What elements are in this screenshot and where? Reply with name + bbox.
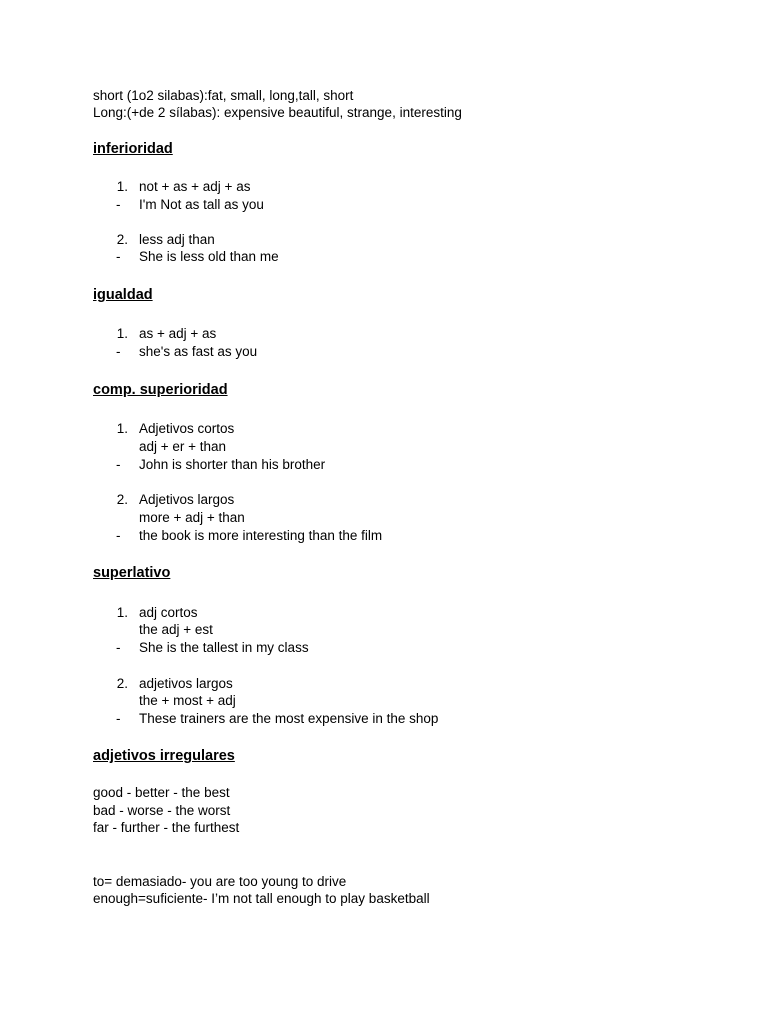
list-number: 1.: [116, 605, 128, 620]
list-number: 1.: [116, 179, 128, 194]
example-text: John is shorter than his brother: [139, 457, 326, 472]
rule-text: adjetivos largos: [139, 676, 233, 691]
irregular-line: bad - worse - the worst: [93, 803, 231, 818]
list-number: 2.: [116, 492, 128, 507]
list-number: 1.: [116, 326, 128, 341]
formula-text: the + most + adj: [139, 693, 236, 708]
list-number: 2.: [116, 676, 128, 691]
list-number: 1.: [116, 421, 128, 436]
formula-text: the adj + est: [139, 622, 213, 637]
rule-text: not + as + adj + as: [139, 179, 251, 194]
heading-superioridad: comp. superioridad: [93, 382, 228, 398]
dash-bullet: -: [116, 344, 121, 359]
note-too: to= demasiado- you are too young to drive: [93, 874, 347, 889]
list-number: 2.: [116, 232, 128, 247]
irregular-line: good - better - the best: [93, 785, 230, 800]
intro-long-definition: Long:(+de 2 sílabas): expensive beautiful, strange, interesting: [93, 105, 462, 120]
heading-irregulares: adjetivos irregulares: [93, 748, 235, 764]
dash-bullet: -: [116, 197, 121, 212]
example-text: the book is more interesting than the film: [139, 528, 383, 543]
heading-igualdad: igualdad: [93, 287, 153, 303]
rule-text: as + adj + as: [139, 326, 217, 341]
formula-text: more + adj + than: [139, 510, 245, 525]
heading-inferioridad: inferioridad: [93, 141, 173, 157]
rule-text: Adjetivos largos: [139, 492, 235, 507]
example-text: These trainers are the most expensive in the shop: [139, 711, 439, 726]
rule-text: less adj than: [139, 232, 215, 247]
example-text: she's as fast as you: [139, 344, 258, 359]
example-text: I'm Not as tall as you: [139, 197, 264, 212]
heading-superlativo: superlativo: [93, 565, 171, 581]
rule-text: adj cortos: [139, 605, 198, 620]
dash-bullet: -: [116, 457, 121, 472]
dash-bullet: -: [116, 528, 121, 543]
rule-text: Adjetivos cortos: [139, 421, 235, 436]
example-text: She is less old than me: [139, 249, 279, 264]
dash-bullet: -: [116, 249, 121, 264]
example-text: She is the tallest in my class: [139, 640, 309, 655]
note-enough: enough=suficiente- I’m not tall enough to play basketball: [93, 891, 430, 906]
dash-bullet: -: [116, 640, 121, 655]
dash-bullet: -: [116, 711, 121, 726]
irregular-line: far - further - the furthest: [93, 820, 240, 835]
intro-short-definition: short (1o2 silabas):fat, small, long,tall, short: [93, 88, 354, 103]
formula-text: adj + er + than: [139, 439, 227, 454]
